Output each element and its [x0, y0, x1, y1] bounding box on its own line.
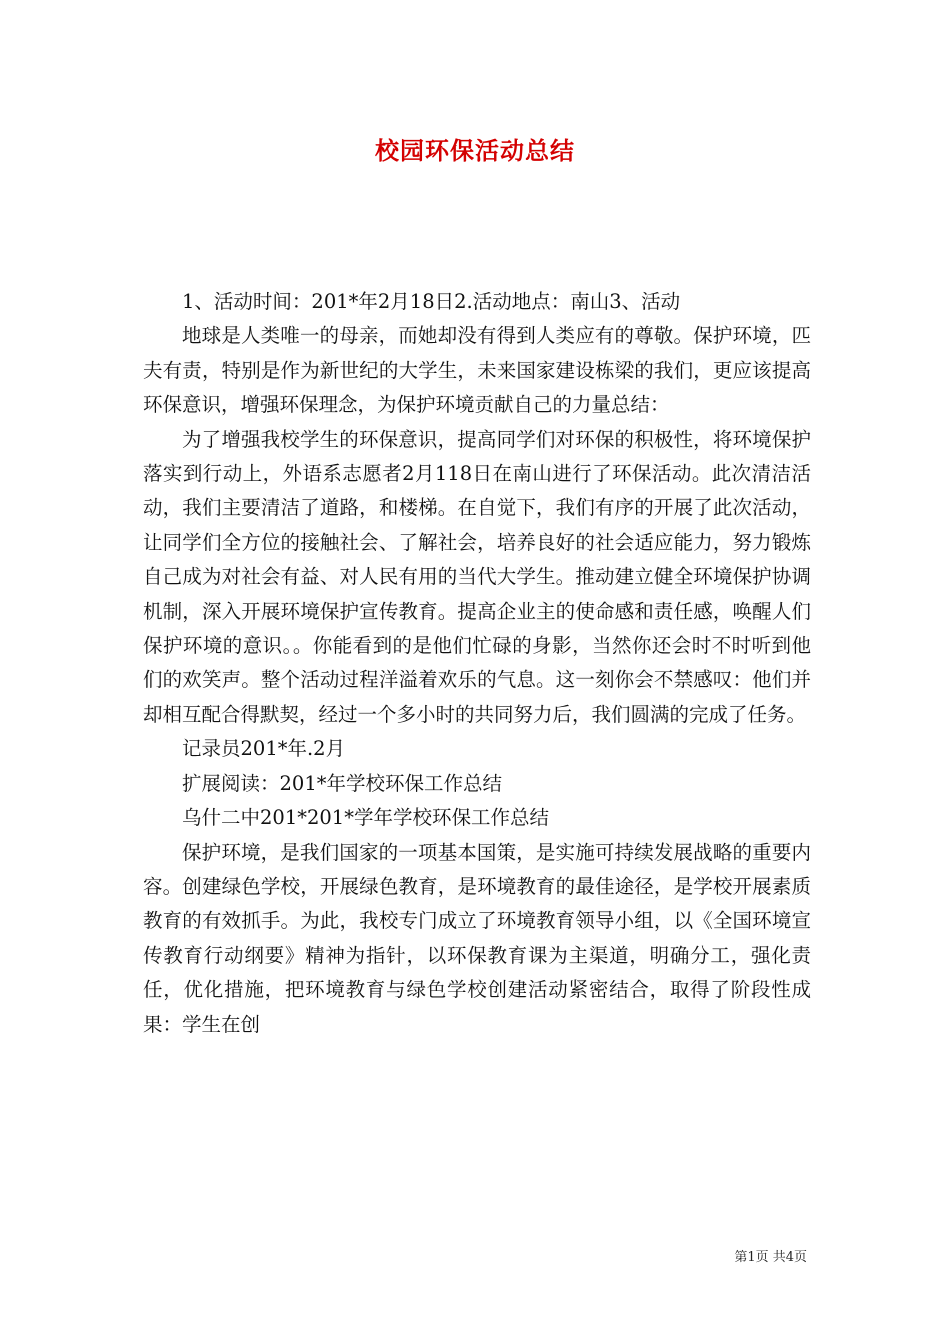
paragraph-activity-details: 为了增强我校学生的环保意识，提高同学们对环保的积极性，将环境保护落实到行动上，外语系志愿者2月118日在南山进行了环保活动。此次清洁活动，我们主要清洁了道路，和楼梯。在自觉下，我们有序的开展了此次活动，让同学们全方位的接触社会、了解社会，培养良好的社会适应能力，努力锻炼自己成为对社会有益、对人民有用的当代大学生。推动建立健全环境保护协调机制，深入开展环境保护宣传教育。提高企业主的使命感和责任感，唤醒人们保护环境的意识。。你能看到的是他们忙碌的身影，当然你还会时不时听到他们的欢笑声。整个活动过程洋溢着欢乐的气息。这一刻你会不禁感叹：他们并却相互配合得默契，经过一个多小时的共同努力后，我们圆满的完成了任务。	[143, 427, 811, 726]
document-title: 校园环保活动总结	[375, 136, 575, 165]
page-indicator: 第1页 共4页	[734, 1250, 807, 1265]
paragraph-activity-info: 1、活动时间：201*年2月18日2.活动地点：南山3、活动	[182, 290, 681, 313]
paragraph-recorder: 记录员201*年.2月	[182, 737, 346, 761]
paragraph-intro: 地球是人类唯一的母亲，而她却没有得到人类应有的尊敬。保护环境，匹夫有责，特别是作为新世纪的大学生，未来国家建设栋梁的我们，更应该提高环保意识，增强环保理念，为保护环境贡献自己的力量总结：	[143, 324, 811, 417]
paragraph-environmental-policy: 保护环境，是我们国家的一项基本国策，是实施可持续发展战略的重要内容。创建绿色学校，开展绿色教育，是环境教育的最佳途径，是学校开展素质教育的有效抓手。为此，我校专门成立了环境教育领导小组，以《全国环境宣传教育行动纲要》精神为指针，以环保教育课为主渠道，明确分工，强化责任，优化措施，把环境教育与绿色学校创建活动紧密结合，取得了阶段性成果：学生在创	[143, 840, 811, 1036]
document-body	[143, 285, 811, 1042]
paragraph-extended-reading: 扩展阅读：201*年学校环保工作总结	[182, 771, 502, 795]
paragraph-subtitle: 乌什二中201*201*学年学校环保工作总结	[182, 806, 549, 830]
